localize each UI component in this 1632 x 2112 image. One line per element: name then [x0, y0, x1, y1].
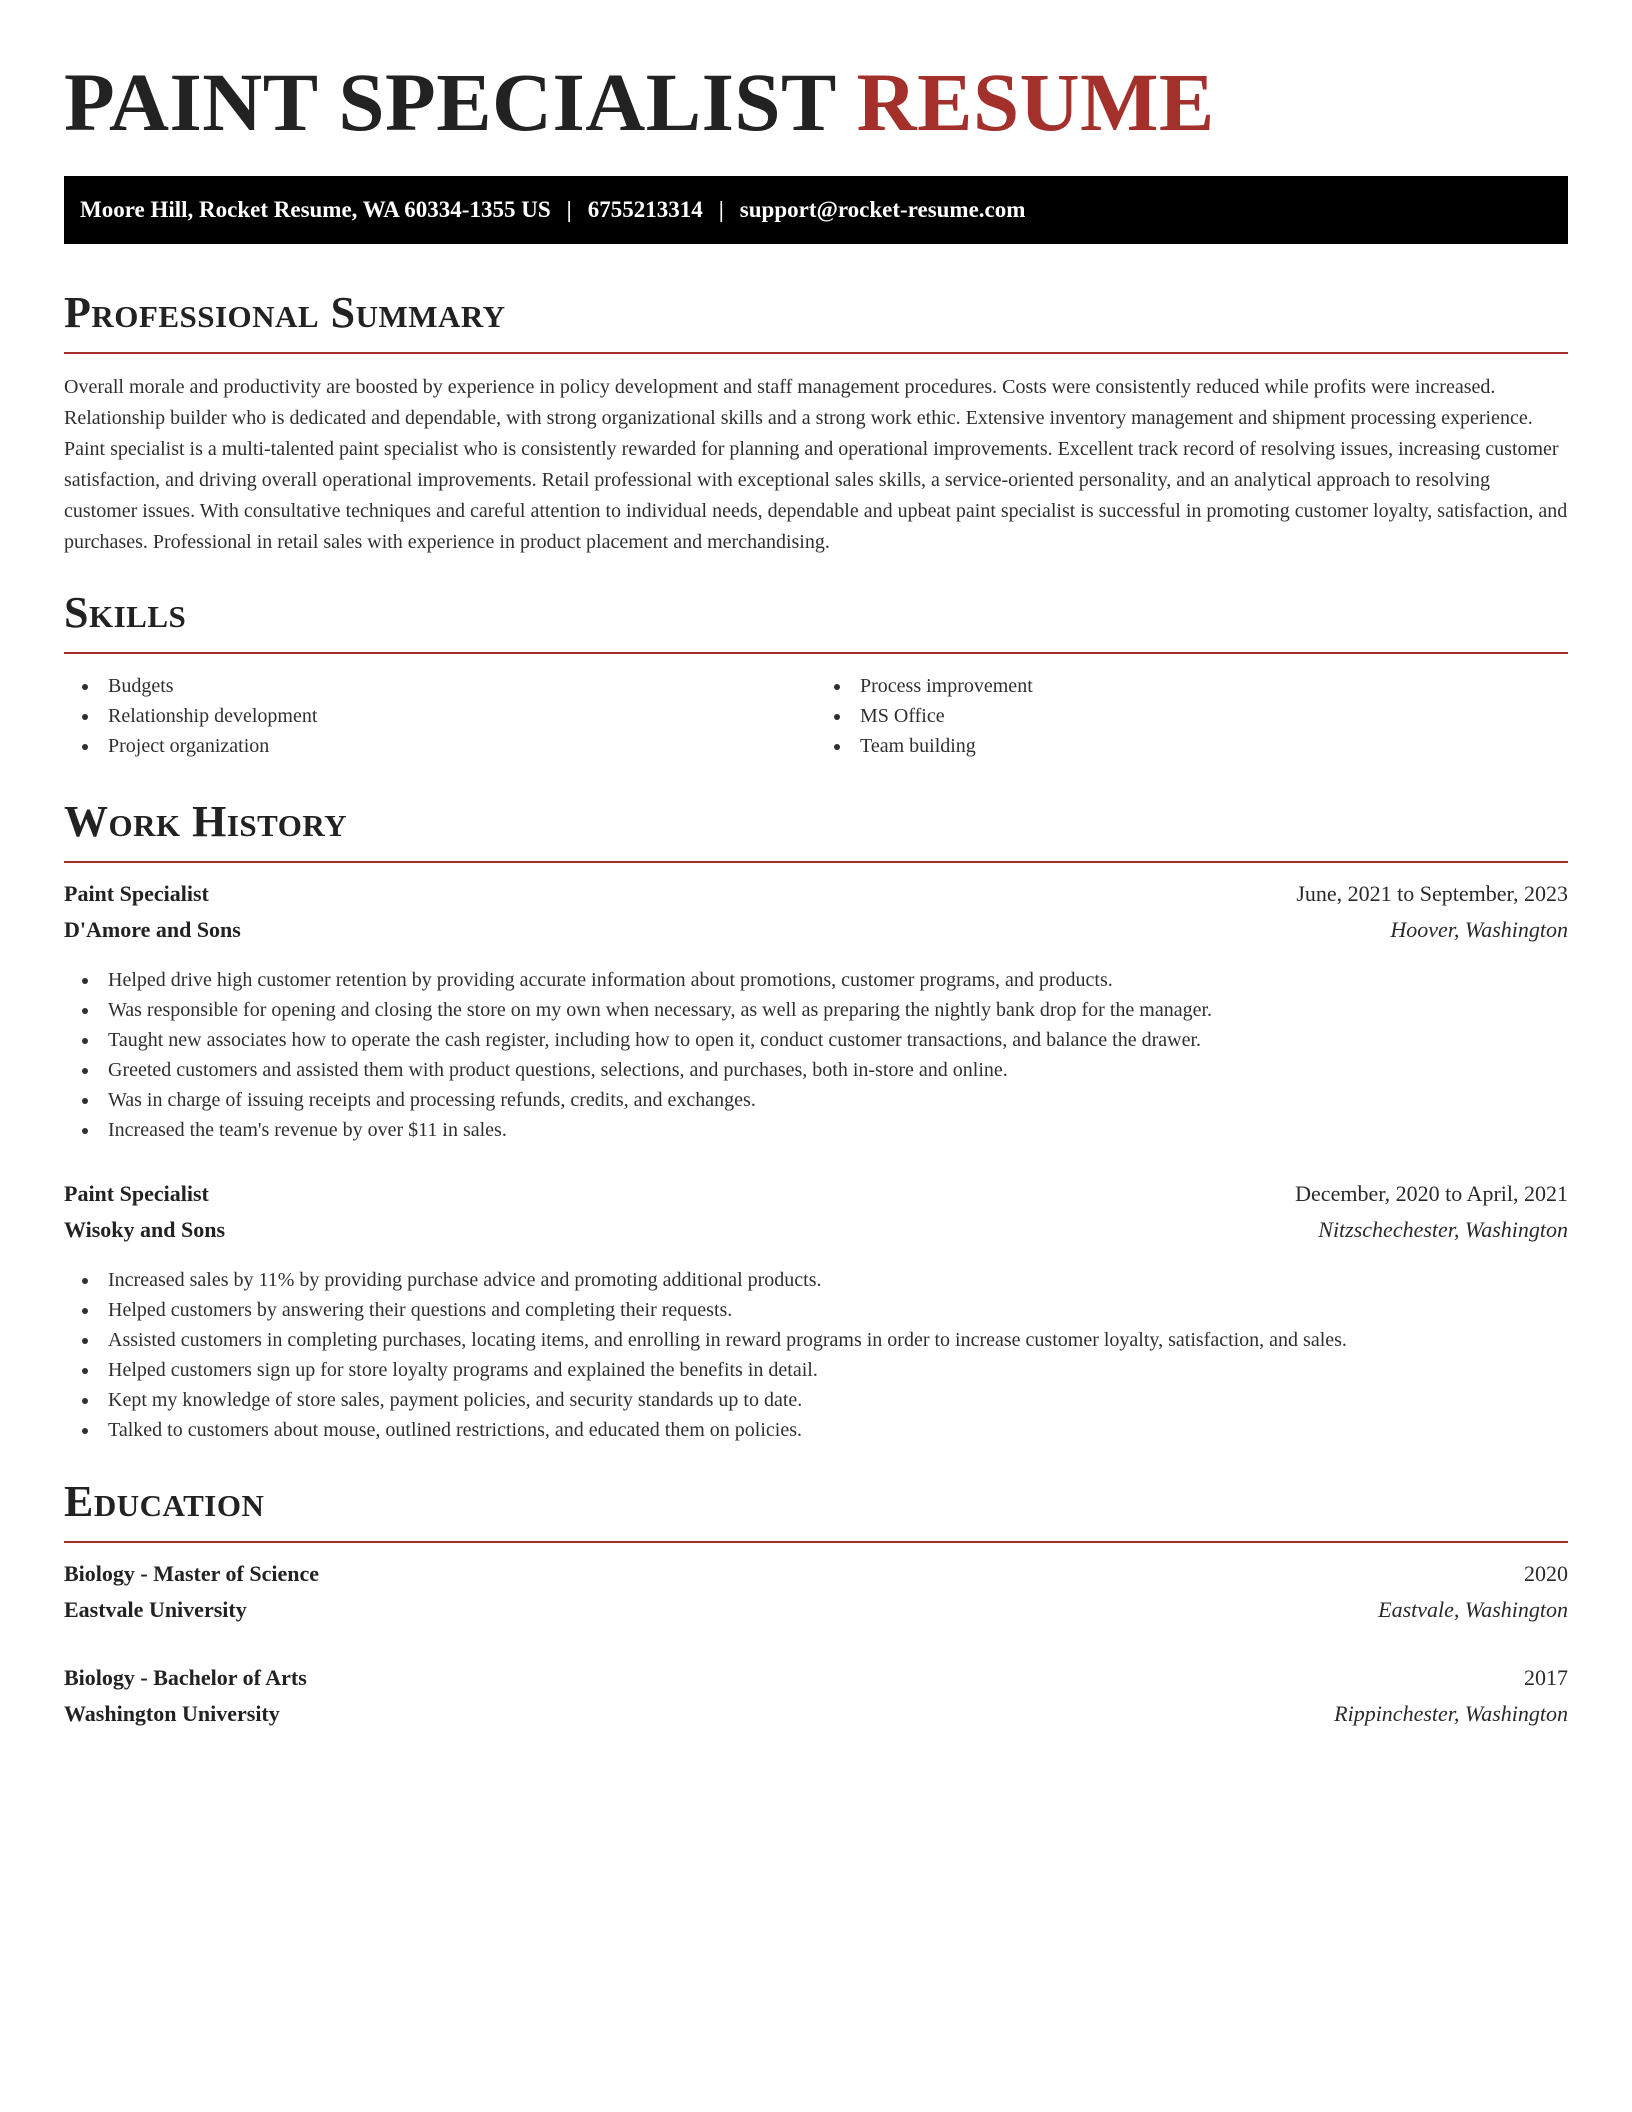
section-heading-skills: Skills — [64, 588, 187, 637]
education-header-row — [64, 1561, 1568, 1597]
job-location: Nitzschechester, Washington — [1318, 1217, 1568, 1242]
job-duty-item: Increased the team's revenue by over $11 in sales. — [64, 1115, 1568, 1145]
skill-item: Process improvement — [816, 671, 1568, 701]
job-duties-list — [64, 965, 1568, 1145]
job-duty-item: Taught new associates how to operate the cash register, including how to open it, conduct customer transactions, and balance the drawer. — [64, 1025, 1568, 1055]
job-company-row — [64, 1217, 1568, 1253]
job-duty-item: Helped drive high customer retention by providing accurate information about promotions, customer programs, and products. — [64, 965, 1568, 995]
contact-phone: 6755213314 — [587, 197, 703, 222]
education-entry — [64, 1665, 1568, 1737]
education-school: Eastvale University — [64, 1597, 247, 1622]
education-section — [64, 1475, 1568, 1737]
job-duties-list — [64, 1265, 1568, 1445]
job-duty-item: Was responsible for opening and closing the store on my own when necessary, as well as preparing the nightly bank drop for the manager. — [64, 995, 1568, 1025]
section-heading-education: Education — [64, 1477, 265, 1526]
education-location: Rippinchester, Washington — [1334, 1701, 1568, 1726]
skill-item: Budgets — [64, 671, 816, 701]
education-school: Washington University — [64, 1701, 280, 1726]
job-duty-item: Helped customers sign up for store loyalty programs and explained the benefits in detail. — [64, 1355, 1568, 1385]
work-history-section — [64, 795, 1568, 1445]
skills-grid — [64, 671, 1568, 761]
resume-title — [64, 0, 1568, 152]
skill-item: MS Office — [816, 701, 1568, 731]
contact-separator: | — [566, 197, 572, 222]
job-header-row — [64, 881, 1568, 917]
skill-item: Team building — [816, 731, 1568, 761]
education-degree: Biology - Bachelor of Arts — [64, 1665, 307, 1690]
job-duty-item: Helped customers by answering their questions and completing their requests. — [64, 1295, 1568, 1325]
summary-section — [64, 286, 1568, 558]
contact-email: support@rocket-resume.com — [739, 197, 1026, 222]
job-duty-item: Increased sales by 11% by providing purchase advice and promoting additional products. — [64, 1265, 1568, 1295]
skill-item: Relationship development — [64, 701, 816, 731]
title-accent: RESUME — [856, 56, 1215, 148]
contact-separator: | — [718, 197, 724, 222]
job-entry — [64, 881, 1568, 1145]
job-duty-item: Kept my knowledge of store sales, payment policies, and security standards up to date. — [64, 1385, 1568, 1415]
education-header-row — [64, 1665, 1568, 1701]
summary-text: Overall morale and productivity are boosted by experience in policy development and staff management procedures. Costs were consistently reduced while profits were increased. Relationship builder who is dedicated and dependable, with strong organizational skills and a strong work ethic. Extensive inventory management and shipment processing experience. Paint specialist is a multi-talented paint specialist who is consistently rewarded for planning and operational improvements. Excellent track record of resolving issues, increasing customer satisfaction, and driving overall operational improvements. Retail professional with exceptional sales skills, a service-oriented personality, and an analytical approach to resolving customer issues. With consultative techniques and careful attention to individual needs, dependable and upbeat paint specialist is successful in promoting customer loyalty, satisfaction, and purchases. Professional in retail sales with experience in product placement and merchandising. — [64, 376, 1568, 553]
education-school-row — [64, 1701, 1568, 1737]
job-duty-item: Greeted customers and assisted them with product questions, selections, and purchases, both in-store and online. — [64, 1055, 1568, 1085]
job-company-row — [64, 917, 1568, 953]
skills-section — [64, 586, 1568, 761]
contact-bar — [64, 176, 1568, 244]
education-year: 2020 — [1524, 1561, 1568, 1586]
job-dates: December, 2020 to April, 2021 — [1295, 1181, 1568, 1206]
section-divider — [64, 352, 1568, 354]
title-main: PAINT SPECIALIST — [64, 56, 836, 148]
education-year: 2017 — [1524, 1665, 1568, 1690]
job-dates: June, 2021 to September, 2023 — [1296, 881, 1568, 906]
education-entry — [64, 1561, 1568, 1633]
section-divider — [64, 1541, 1568, 1543]
job-duty-item: Assisted customers in completing purchases, locating items, and enrolling in reward programs in order to increase customer loyalty, satisfaction, and sales. — [64, 1325, 1568, 1355]
job-duty-item: Was in charge of issuing receipts and processing refunds, credits, and exchanges. — [64, 1085, 1568, 1115]
education-school-row — [64, 1597, 1568, 1633]
education-degree: Biology - Master of Science — [64, 1561, 319, 1586]
contact-address: Moore Hill, Rocket Resume, WA 60334-1355 US — [80, 197, 551, 222]
job-header-row — [64, 1181, 1568, 1217]
job-company: Wisoky and Sons — [64, 1217, 226, 1242]
job-entry — [64, 1181, 1568, 1445]
section-divider — [64, 652, 1568, 654]
job-duty-item: Talked to customers about mouse, outlined restrictions, and educated them on policies. — [64, 1415, 1568, 1445]
section-heading-work-history: Work History — [64, 797, 348, 846]
job-location: Hoover, Washington — [1390, 917, 1568, 942]
skill-item: Project organization — [64, 731, 816, 761]
job-title: Paint Specialist — [64, 1181, 209, 1206]
job-company: D'Amore and Sons — [64, 917, 241, 942]
skills-column-right — [816, 671, 1568, 761]
section-heading-summary: Professional Summary — [64, 288, 506, 337]
education-location: Eastvale, Washington — [1378, 1597, 1568, 1622]
skills-column-left — [64, 671, 816, 761]
section-divider — [64, 861, 1568, 863]
job-title: Paint Specialist — [64, 881, 209, 906]
